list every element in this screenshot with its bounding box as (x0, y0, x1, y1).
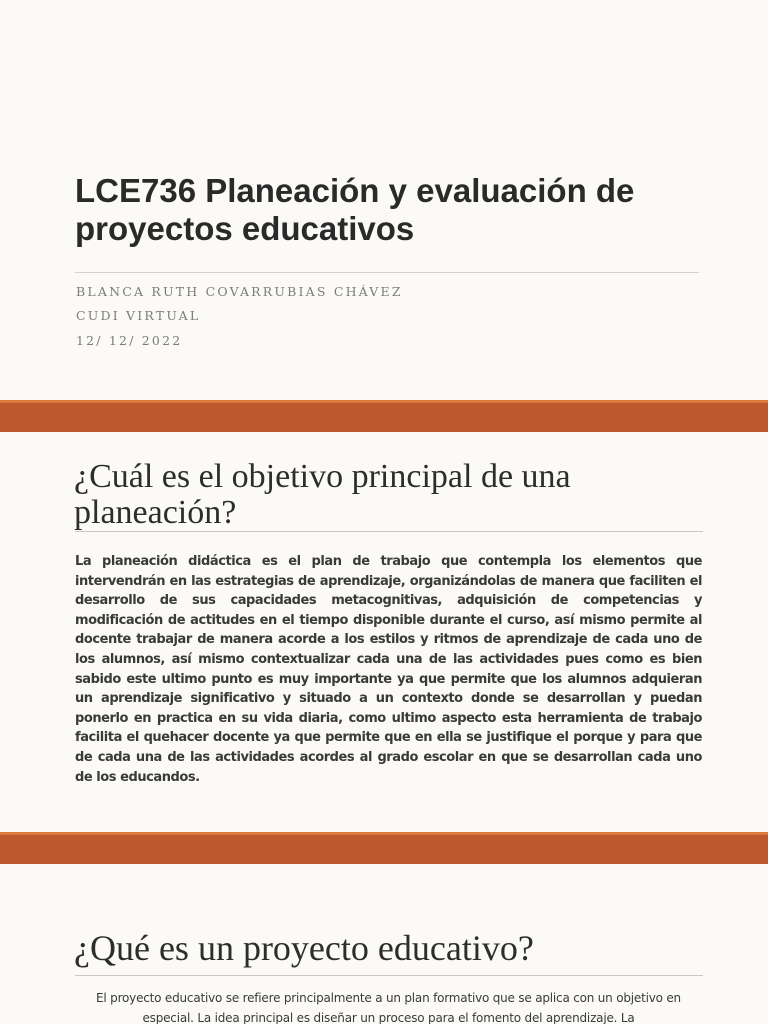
heading-divider (75, 975, 703, 976)
slide-project-definition (0, 864, 768, 1024)
slide-heading: ¿Qué es un proyecto educativo? (74, 928, 534, 968)
author-name: BLANCA RUTH COVARRUBIAS CHÁVEZ (76, 284, 403, 299)
slide-objective (0, 432, 768, 832)
organization-name: CUDI VIRTUAL (76, 308, 201, 323)
slide-separator-band (0, 400, 768, 432)
slide-body-text: El proyecto educativo se refiere principalmente a un plan formativo que se aplica con un objetivo en especial. La idea principal es diseñar un proceso para el fomento del aprendizaje. La (96, 991, 681, 1024)
slide-heading: ¿Cuál es el objetivo principal de una planeación? (74, 458, 571, 531)
slide-body-text: La planeación didáctica es el plan de trabajo que contempla los elementos que intervendrán en las estrategias de aprendizaje, organizándolas de manera que faciliten el desarrollo de sus capacidades metacognitivas, adquisición de competencias y modificación de actitudes en el tiempo disponible durante el curso, así mismo permite al docente trabajar de manera acorde a los estilos y ritmos de aprendizaje de cada uno de los alumnos, así mismo contextualizar cada una de las actividades pues como es bien sabido este ultimo punto es muy importante ya que permite que los alumnos adquieran un aprendizaje significativo y situado a un contexto donde se desarrollan y puedan ponerlo en practica en su vida diaria, como ultimo aspecto esta herramienta de trabajo facilita el quehacer docente ya que permite que en ella se justifique el porque y para que de cada una de las actividades acordes al grado escolar en que se desarrollan cada uno de los educandos. (75, 554, 702, 785)
title-divider (75, 272, 699, 273)
presentation-title: LCE736 Planeación y evaluación de proyectos educativos (75, 172, 635, 247)
slide-separator-band (0, 832, 768, 864)
heading-divider (75, 531, 703, 532)
slide-title (0, 0, 768, 400)
presentation-date: 12/ 12/ 2022 (76, 333, 183, 348)
